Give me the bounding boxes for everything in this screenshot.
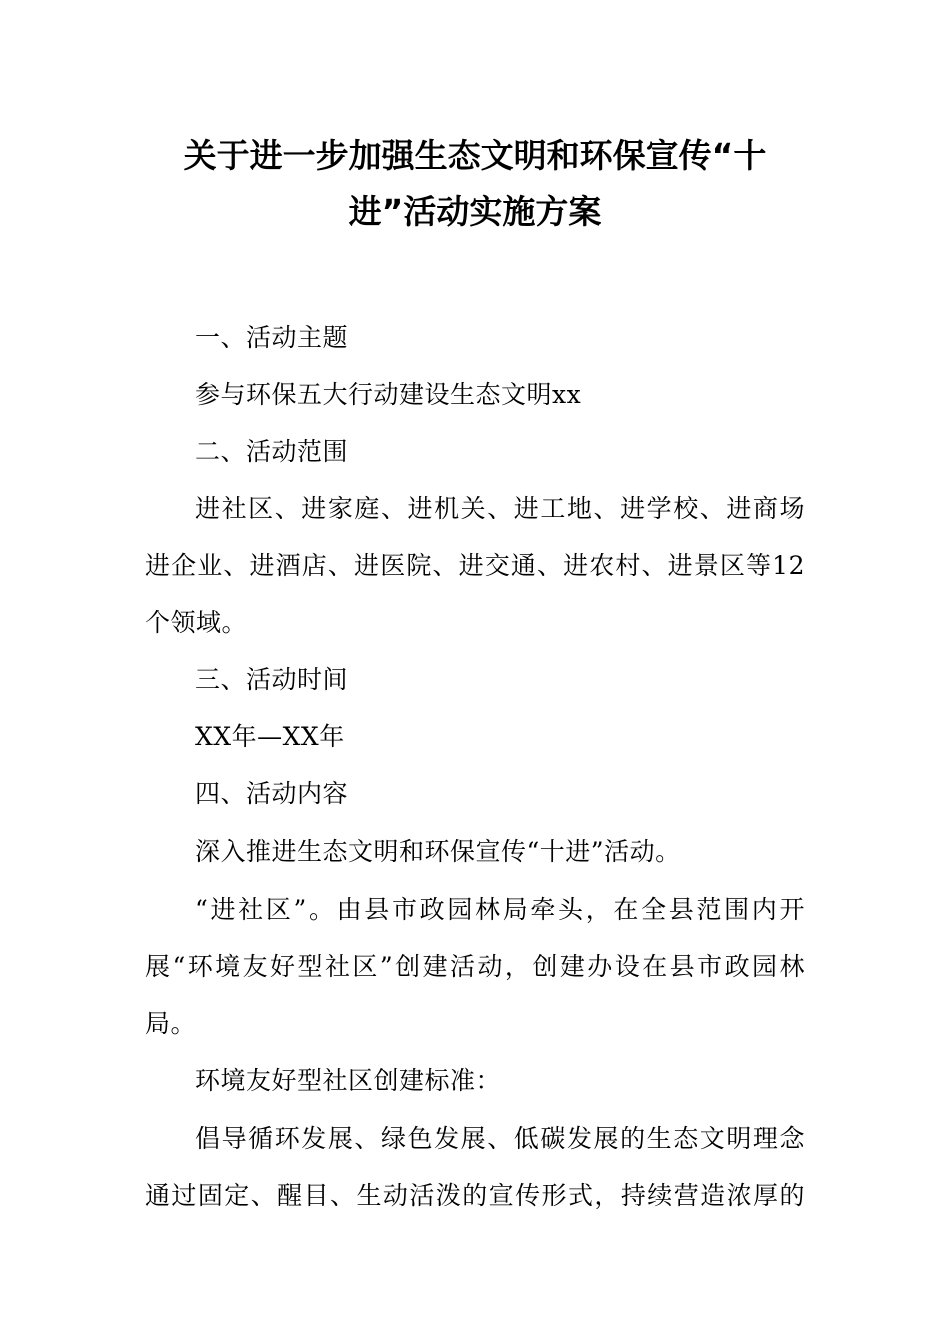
paragraph-community-line-1: “进社区”。由县市政园林局牵头，在全县范围内开	[195, 895, 805, 924]
section-body-scope-line-1: 进社区、进家庭、进机关、进工地、进学校、进商场	[195, 494, 805, 523]
paragraph-advocate-line-2: 通过固定、醒目、生动活泼的宣传形式，持续营造浓厚的	[145, 1181, 805, 1210]
paragraph-standard: 环境友好型社区创建标准：	[195, 1066, 502, 1095]
section-body-scope-line-3: 个领域。	[145, 608, 248, 637]
document-title-line-1: 关于进一步加强生态文明和环保宣传“十	[183, 136, 767, 175]
paragraph-community-line-3: 局。	[145, 1009, 197, 1038]
paragraph-advocate-line-1: 倡导循环发展、绿色发展、低碳发展的生态文明理念	[195, 1124, 805, 1153]
section-heading-content: 四、活动内容	[195, 779, 349, 808]
section-heading-time: 三、活动时间	[195, 665, 349, 694]
document-title-line-2: 进”活动实施方案	[348, 192, 602, 231]
section-body-content: 深入推进生态文明和环保宣传“十进”活动。	[195, 837, 681, 866]
section-body-theme: 参与环保五大行动建设生态文明xx	[195, 380, 582, 409]
section-body-scope-line-2: 进企业、进酒店、进医院、进交通、进农村、进景区等12	[145, 551, 805, 580]
section-body-time: XX年—XX年	[195, 722, 345, 751]
section-heading-theme: 一、活动主题	[195, 323, 349, 352]
section-heading-scope: 二、活动范围	[195, 437, 349, 466]
paragraph-community-line-2: 展“环境友好型社区”创建活动，创建办设在县市政园林	[145, 952, 805, 981]
